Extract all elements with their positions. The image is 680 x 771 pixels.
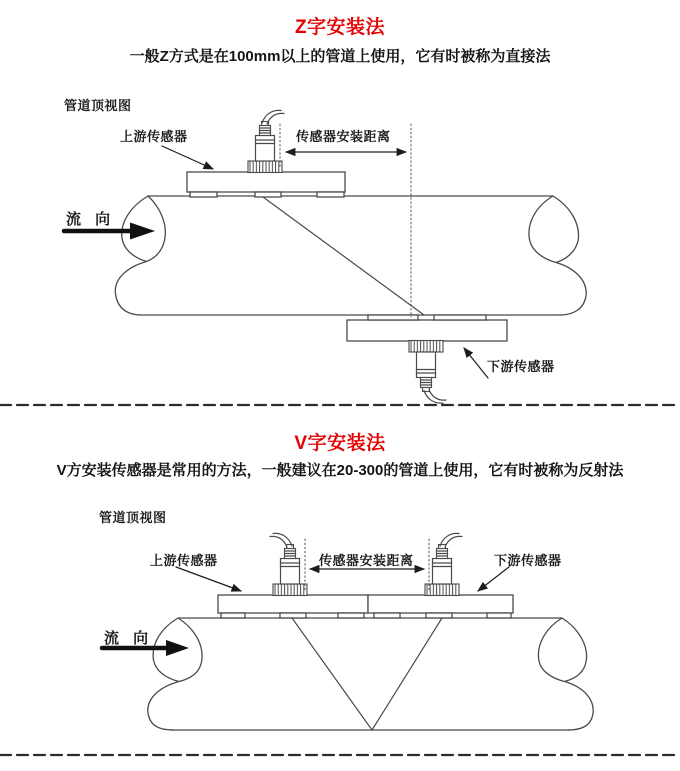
z-upstream-sensor-icon [248, 122, 282, 173]
z-downstream-label-arrow [464, 348, 488, 378]
v-clamp-plates [218, 595, 513, 618]
z-pipe-top-view-label: 管道顶视图 [64, 98, 132, 113]
z-upper-clamp-plate [187, 172, 345, 197]
v-flow-direction-label: 流 向 [104, 630, 150, 647]
v-upstream-sensor-icon [273, 545, 307, 596]
z-lower-clamp-plate [347, 315, 507, 341]
z-upstream-label-arrow [162, 146, 213, 169]
z-downstream-sensor-label: 下游传感器 [487, 359, 555, 374]
z-pipe-left-break [115, 196, 165, 315]
v-downstream-sensor-label: 下游传感器 [494, 553, 562, 568]
v-upstream-sensor-label: 上游传感器 [150, 553, 218, 568]
v-install-distance-label: 传感器安装距离 [319, 553, 414, 568]
v-section-title: V字安装法 [294, 433, 386, 454]
v-section-subtitle: V方安装传感器是常用的方法，一般建议在20-300的管道上使用，它有时被称为反射法 [56, 462, 624, 479]
z-downstream-sensor-icon [409, 341, 443, 392]
v-pipe-top-view-label: 管道顶视图 [99, 510, 167, 525]
v-beam-path [292, 618, 442, 730]
v-pipe-right-break [538, 618, 593, 730]
z-pipe-right-break [529, 196, 586, 315]
z-section-subtitle: 一般Z方式是在100mm以上的管道上使用，它有时被称为直接法 [129, 48, 551, 65]
z-install-distance-label: 传感器安装距离 [296, 129, 391, 144]
v-downstream-sensor-icon [425, 545, 459, 596]
z-section-title: Z字安装法 [294, 17, 386, 38]
v-downstream-label-arrow [478, 567, 509, 591]
z-upstream-sensor-label: 上游传感器 [120, 129, 188, 144]
z-flow-direction-label: 流 向 [66, 211, 112, 228]
v-upstream-label-arrow [176, 567, 241, 591]
z-beam-path [263, 197, 424, 315]
v-pipe-left-break [148, 618, 202, 730]
